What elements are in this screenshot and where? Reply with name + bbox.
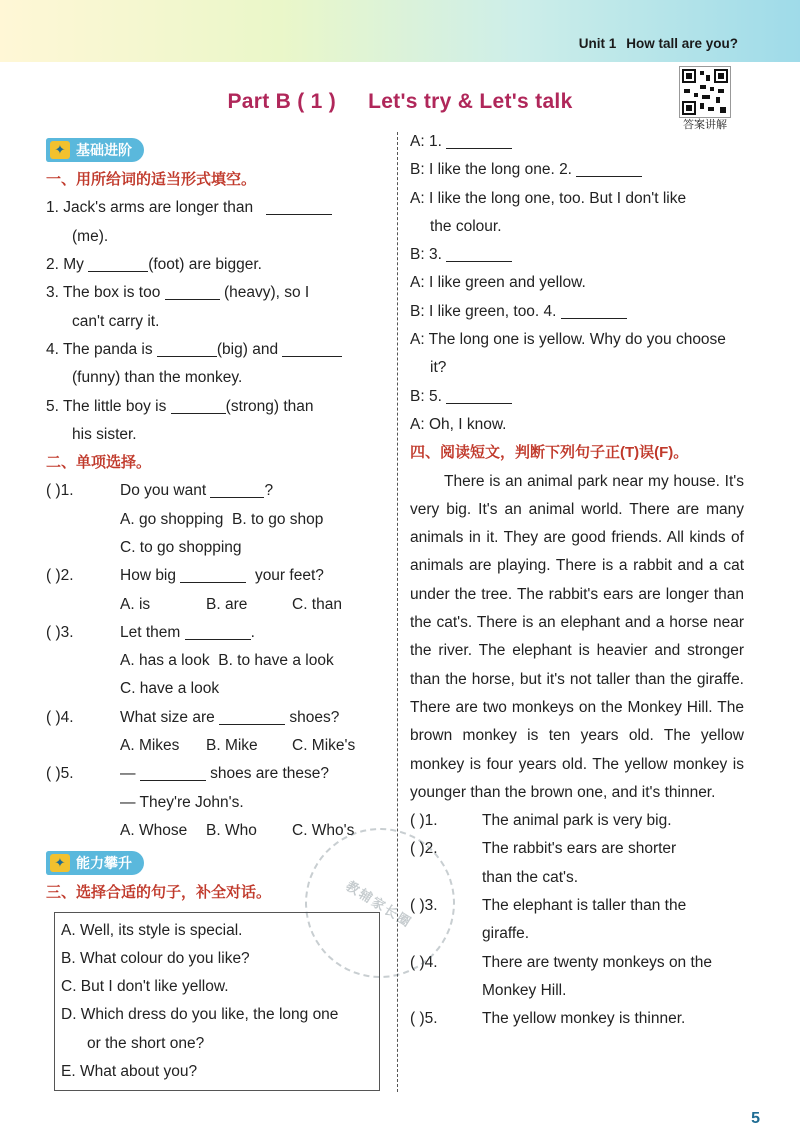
answer-blank[interactable] bbox=[446, 244, 512, 262]
title-part: Part B ( 1 ) bbox=[227, 90, 337, 113]
answer-blank[interactable] bbox=[140, 763, 206, 781]
option-c: C. have a look bbox=[120, 680, 220, 698]
answer-blank[interactable] bbox=[157, 339, 217, 357]
qr-caption: 答案讲解 bbox=[683, 119, 727, 131]
dialog-text: B: I like green, too. 4. bbox=[410, 302, 557, 320]
dialog-line bbox=[410, 156, 744, 184]
judge-item-1 bbox=[410, 807, 744, 835]
badge-label: 基础进阶 bbox=[76, 142, 132, 158]
dialog-line: A: Oh, I know. bbox=[410, 415, 507, 433]
question-5-cont: his sister. bbox=[72, 425, 137, 443]
option-a: A. Mikes bbox=[120, 737, 180, 755]
option-c: C. to go shopping bbox=[120, 539, 242, 556]
right-column bbox=[410, 128, 744, 1034]
answer-paren[interactable]: ( )4. bbox=[410, 953, 438, 971]
answer-blank[interactable] bbox=[266, 197, 332, 215]
section-badge-advanced bbox=[46, 851, 144, 875]
unit-label: Unit 1 bbox=[578, 36, 617, 51]
judge-item-2-cont: than the cat's. bbox=[482, 868, 579, 886]
reading-passage: There is an animal park near my house. It's very big. It's an animal world. There are many animals in it. They are good friends. All kinds of animals are playing. There is a rabbit and a cat under the tree. The rabbit's ears are longer than the cat's. There is an elephant and a horse near the river. The elephant is heavier and stronger than the horse, but it's not taller than the giraffe. There are two monkeys on the Monkey Hill. The brown monkey is ten years old. The yellow monkey is four years old. The yellow monkey is younger than the brown one, and it's thinner. bbox=[410, 472, 744, 801]
q4-text-b: (big) and bbox=[216, 340, 279, 358]
dialog-text: B: 3. bbox=[410, 246, 442, 264]
sentence-option-cont: or the short one? bbox=[87, 1034, 205, 1052]
dialog-line bbox=[410, 298, 744, 326]
option-b: B. to go shop bbox=[232, 510, 324, 528]
mc-options bbox=[46, 534, 382, 562]
section-title-1: 一、用所给词的适当形式填空。 bbox=[46, 171, 257, 189]
mc-stem: — bbox=[120, 765, 136, 783]
section-title-2: 二、单项选择。 bbox=[46, 454, 152, 472]
option-a: A. has a look bbox=[120, 652, 210, 670]
sentence-option: D. Which dress do you like, the long one bbox=[61, 1006, 339, 1024]
dialog-line: A: I like green and yellow. bbox=[410, 274, 586, 292]
answer-blank[interactable] bbox=[561, 301, 627, 319]
header-band bbox=[0, 0, 800, 62]
judge-item-3 bbox=[410, 892, 744, 920]
mc-options bbox=[46, 506, 382, 534]
mc-options bbox=[46, 591, 382, 619]
answer-blank[interactable] bbox=[88, 254, 148, 272]
mc-options bbox=[46, 732, 382, 760]
mc-question-4 bbox=[46, 704, 382, 732]
question-2 bbox=[46, 251, 382, 279]
q5-text: 5. The little boy is bbox=[46, 397, 167, 415]
dialog-line-cont: it? bbox=[430, 359, 447, 377]
judge-text: There are twenty monkeys on the bbox=[482, 953, 713, 971]
mc-question-5 bbox=[46, 760, 382, 788]
sentence-option: B. What colour do you like? bbox=[61, 949, 250, 967]
q3-text-b: (heavy), so I bbox=[223, 284, 310, 302]
option-c: C. Who's bbox=[292, 821, 355, 839]
question-3 bbox=[46, 279, 382, 307]
option-b: B. are bbox=[206, 595, 248, 613]
answer-blank[interactable] bbox=[171, 396, 226, 414]
dialog-line bbox=[410, 128, 744, 156]
mc-stem-end: shoes? bbox=[289, 708, 340, 726]
answer-paren[interactable]: ( )1. bbox=[410, 812, 438, 830]
option-b: B. Mike bbox=[206, 737, 258, 755]
judge-item-5 bbox=[410, 1005, 744, 1033]
answer-paren[interactable]: ( )3. bbox=[46, 623, 74, 641]
answer-paren[interactable]: ( )4. bbox=[46, 708, 74, 726]
section-badge-basic bbox=[46, 138, 144, 162]
question-1-cont: (me). bbox=[72, 227, 109, 245]
question-1 bbox=[46, 194, 382, 222]
question-4-cont: (funny) than the monkey. bbox=[72, 369, 243, 387]
section-title-3: 三、选择合适的句子，补全对话。 bbox=[46, 884, 272, 902]
option-a: A. go shopping bbox=[120, 510, 224, 528]
judge-item-3-cont: giraffe. bbox=[482, 925, 530, 943]
judge-item-4-cont: Monkey Hill. bbox=[482, 981, 567, 999]
page-number: 5 bbox=[751, 1110, 760, 1127]
judge-text: The rabbit's ears are shorter bbox=[482, 840, 677, 858]
mc-stem: How big bbox=[120, 567, 176, 585]
dialog-line: A: The long one is yellow. Why do you choose bbox=[410, 331, 726, 349]
answer-paren[interactable]: ( )1. bbox=[46, 482, 74, 500]
mc-stem: Do you want bbox=[120, 482, 207, 500]
question-4 bbox=[46, 336, 382, 364]
answer-blank[interactable] bbox=[165, 282, 220, 300]
dialog-text: B: I like the long one. 2. bbox=[410, 161, 572, 179]
judge-item-2 bbox=[410, 835, 744, 863]
unit-title: How tall are you? bbox=[626, 36, 738, 51]
mc-question-1 bbox=[46, 477, 382, 505]
mc-question-2 bbox=[46, 562, 382, 590]
badge-label: 能力攀升 bbox=[76, 855, 132, 872]
answer-paren[interactable]: ( )2. bbox=[410, 840, 438, 858]
sentence-option: C. But I don't like yellow. bbox=[61, 978, 229, 996]
mc-options bbox=[46, 817, 382, 845]
mc-response bbox=[46, 789, 382, 817]
option-c: C. Mike's bbox=[292, 737, 356, 755]
runner-icon: ✦ bbox=[50, 141, 70, 159]
answer-paren[interactable]: ( )2. bbox=[46, 567, 74, 585]
dialog-line-cont: the colour. bbox=[430, 217, 502, 235]
q1-text: 1. Jack's arms are longer than bbox=[46, 199, 254, 217]
sentence-option: A. Well, its style is special. bbox=[61, 921, 243, 939]
q4-text: 4. The panda is bbox=[46, 340, 153, 358]
mc-stem-end: . bbox=[250, 623, 255, 641]
judge-text: The animal park is very big. bbox=[482, 812, 672, 830]
q5-text-b: (strong) than bbox=[225, 397, 314, 415]
sentence-option: E. What about you? bbox=[61, 1063, 198, 1081]
answer-blank[interactable] bbox=[576, 159, 642, 177]
mc-stem-end: ? bbox=[264, 482, 274, 500]
qr-code-icon[interactable] bbox=[679, 66, 731, 118]
q3-text: 3. The box is too bbox=[46, 284, 161, 302]
option-b: B. Who bbox=[206, 821, 257, 839]
answer-blank[interactable] bbox=[282, 339, 342, 357]
option-a: A. is bbox=[120, 595, 151, 613]
answer-blank[interactable] bbox=[180, 565, 246, 583]
climber-icon: ✦ bbox=[50, 854, 70, 872]
mc-stem-end: your feet? bbox=[254, 567, 324, 585]
q2-text-b: (foot) are bigger. bbox=[148, 256, 262, 274]
unit-header bbox=[579, 36, 738, 51]
answer-paren[interactable]: ( )3. bbox=[410, 897, 438, 915]
option-c: C. than bbox=[292, 595, 342, 613]
qr-code-graphic bbox=[680, 67, 730, 117]
answer-blank[interactable] bbox=[210, 480, 264, 498]
option-b: B. to have a look bbox=[218, 652, 334, 670]
judge-item-4 bbox=[410, 949, 744, 977]
answer-blank[interactable] bbox=[446, 131, 512, 149]
dialog-line: A: I like the long one, too. But I don't like bbox=[410, 189, 687, 207]
answer-paren[interactable]: ( )5. bbox=[410, 1010, 438, 1028]
question-5 bbox=[46, 393, 382, 421]
title-lesson: Let's try & Let's talk bbox=[368, 90, 573, 113]
q2-text: 2. My bbox=[46, 256, 84, 274]
judge-text: The yellow monkey is thinner. bbox=[482, 1010, 686, 1028]
mc-stem-end: shoes are these? bbox=[210, 765, 330, 783]
mc-stem: Let them bbox=[120, 623, 181, 641]
judge-text: The elephant is taller than the bbox=[482, 897, 687, 915]
mc-question-3 bbox=[46, 619, 382, 647]
mc-options bbox=[46, 647, 382, 675]
answer-paren[interactable]: ( )5. bbox=[46, 765, 74, 783]
dialog-line bbox=[410, 241, 744, 269]
question-3-cont: can't carry it. bbox=[72, 312, 160, 330]
option-a: A. Whose bbox=[120, 821, 188, 839]
dialog-line bbox=[410, 383, 744, 411]
answer-blank[interactable] bbox=[446, 386, 512, 404]
answer-blank[interactable] bbox=[185, 622, 251, 640]
section-title-4: 四、阅读短文，判断下列句子正(T)误(F)。 bbox=[410, 444, 689, 462]
dialog-text: B: 5. bbox=[410, 387, 442, 405]
watermark-stamp: 教辅家长圈 bbox=[277, 800, 484, 1007]
mc-stem: What size are bbox=[120, 708, 215, 726]
answer-blank[interactable] bbox=[219, 707, 285, 725]
dialog-text: A: 1. bbox=[410, 133, 442, 150]
mc-options bbox=[46, 675, 382, 703]
mc-response-text: — They're John's. bbox=[120, 793, 244, 811]
